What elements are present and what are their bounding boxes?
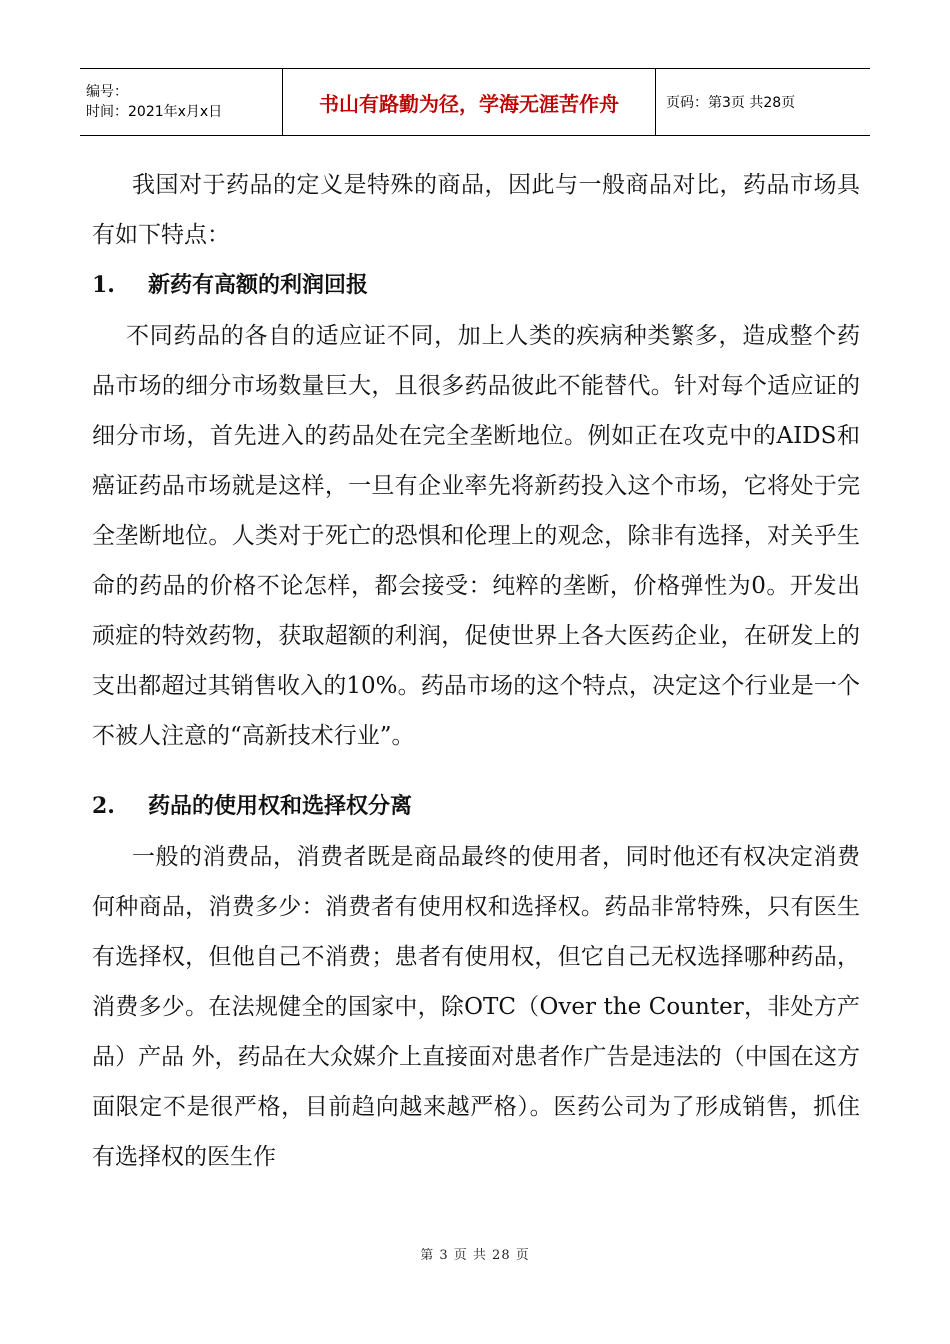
section-2-heading xyxy=(92,781,860,832)
page-footer: 第 3 页 共 28 页 xyxy=(420,1248,530,1263)
header-meta-cell xyxy=(80,69,283,136)
document-body xyxy=(92,160,860,1182)
document-number-label: 编号： xyxy=(86,84,128,100)
intro-paragraph: 我国对于药品的定义是特殊的商品，因此与一般商品对比，药品市场具有如下特点： xyxy=(92,172,860,248)
header-page-cell xyxy=(656,69,871,136)
section-2-number: 2. xyxy=(92,793,115,819)
page-header xyxy=(80,68,870,136)
section-2-title: 药品的使用权和选择权分离 xyxy=(148,794,413,819)
section-2-paragraph: 一般的消费品，消费者既是商品最终的使用者，同时他还有权决定消费何种商品，消费多少：消费者有使用权和选择权。药品非常特殊，只有医生有选择权，但他自己不消费；患者有使用权，但它自己无权选择哪种药品，消费多少。在法规健全的国家中，除OTC（Over the Counter，非处方产品）产品 外，药品在大众媒介上直接面对患者作广告是违法的（中国在这方面限定不是很严格，目前趋向越来越严格）。医药公司为了形成销售，抓住有选择权的医生作 xyxy=(92,844,860,1170)
section-1-heading xyxy=(92,260,860,311)
section-1-number: 1. xyxy=(92,272,115,298)
header-motto: 书山有路勤为径，学海无涯苦作舟 xyxy=(319,91,619,116)
document-time-label: 时间：2021年x月x日 xyxy=(86,104,223,120)
section-1-title: 新药有高额的利润回报 xyxy=(148,273,369,298)
section-1-paragraph: 不同药品的各自的适应证不同，加上人类的疾病种类繁多，造成整个药品市场的细分市场数量巨大，且很多药品彼此不能替代。针对每个适应证的细分市场，首先进入的药品处在完全垄断地位。例如正在攻克中的AIDS和癌证药品市场就是这样，一旦有企业率先将新药投入这个市场，它将处于完全垄断地位。人类对于死亡的恐惧和伦理上的观念，除非有选择，对关乎生命的药品的价格不论怎样，都会接受：纯粹的垄断，价格弹性为0。开发出顽症的特效药物，获取超额的利润，促使世界上各大医药企业，在研发上的支出都超过其销售收入的10%。药品市场的这个特点，决定这个行业是一个不被人注意的“高新技术行业”。 xyxy=(92,323,860,749)
header-page-label: 页码：第3页 共28页 xyxy=(666,95,796,111)
header-motto-cell xyxy=(283,69,656,136)
